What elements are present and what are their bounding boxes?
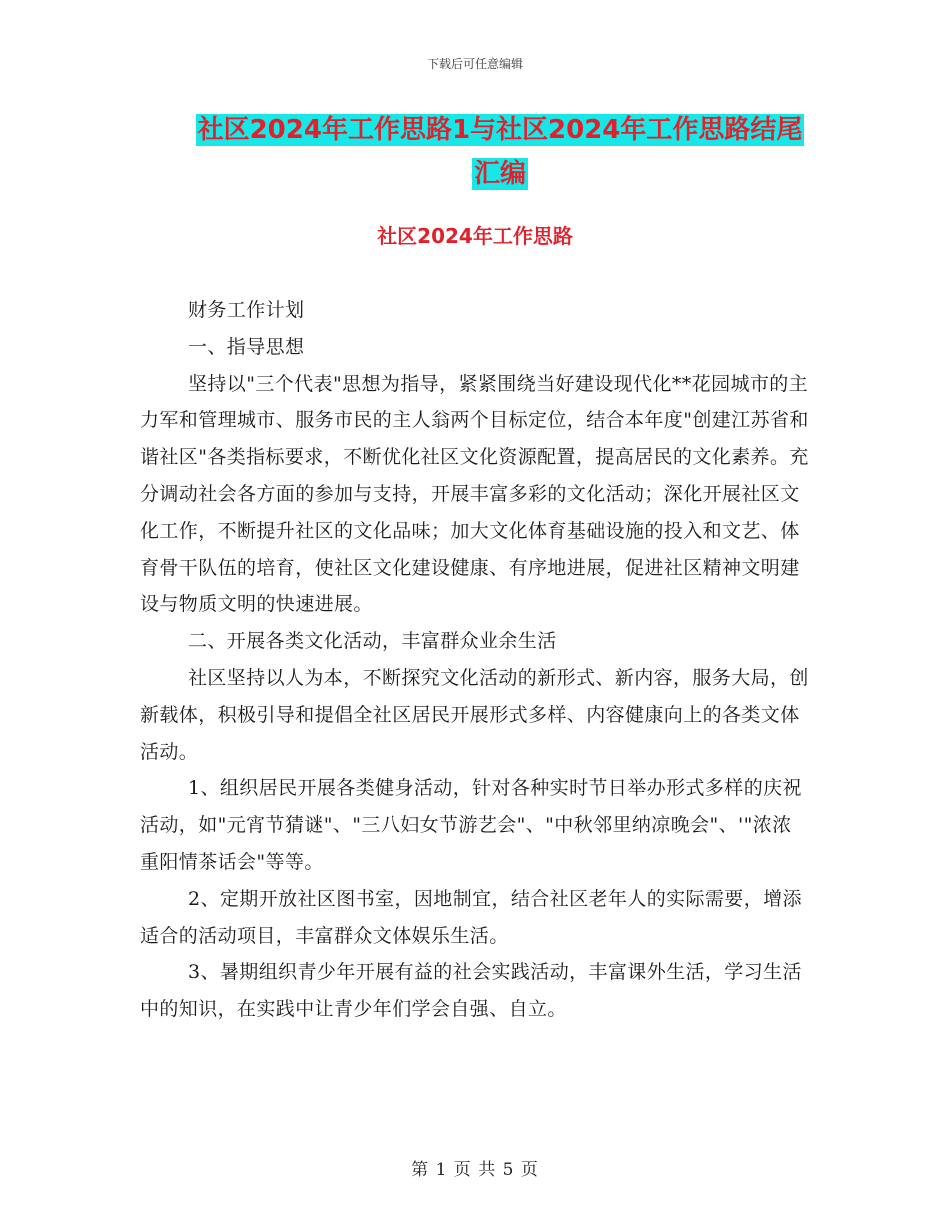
page-footer: 第 1 页 共 5 页	[411, 1160, 539, 1180]
paragraph: 3、暑期组织青少年开展有益的社会实践活动，丰富课外生活，学习生活中的知识，在实践中让青少年们学会自强、自立。	[140, 961, 802, 1021]
paragraph: 财务工作计划	[188, 299, 305, 321]
header-note: 下载后可任意编辑	[426, 57, 523, 71]
section-subtitle: 社区2024年工作思路	[377, 224, 573, 248]
document-body	[140, 292, 810, 1028]
paragraph: 一、指导思想	[188, 335, 305, 358]
paragraph: 坚持以"三个代表"思想为指导，紧紧围绕当好建设现代化**花园城市的主力军和管理城市、服务市民的主人翁两个目标定位，结合本年度"创建江苏省和谐社区"各类指标要求，不断优化社区文化资源配置，提高居民的文化素养。充分调动社会各方面的参加与支持，开展丰富多彩的文化活动；深化开展社区文化工作，不断提升社区的文化品味；加大文化体育基础设施的投入和文艺、体育骨干队伍的培育，使社区文化建设健康、有序地进展，促进社区精神文明建设与物质文明的快速进展。	[140, 372, 809, 616]
paragraph: 2、定期开放社区图书室，因地制宜，结合社区老年人的实际需要，增添适合的活动项目，丰富群众文体娱乐生活。	[140, 887, 802, 947]
paragraph: 二、开展各类文化活动，丰富群众业余生活	[188, 630, 557, 653]
paragraph: 1、组织居民开展各类健身活动，针对各种实时节日举办形式多样的庆祝活动，如"元宵节猜谜"、"三八妇女节游艺会"、"中秋邻里纳凉晚会"、'"浓浓重阳情茶话会"等等。	[140, 777, 802, 873]
paragraph: 社区坚持以人为本，不断探究文化活动的新形式、新内容，服务大局，创新载体，积极引导和提倡全社区居民开展形式多样、内容健康向上的各类文体活动。	[140, 666, 809, 763]
document-title	[190, 108, 810, 196]
document-title-text: 社区2024年工作思路1与社区2024年工作思路结尾汇编	[197, 115, 803, 189]
